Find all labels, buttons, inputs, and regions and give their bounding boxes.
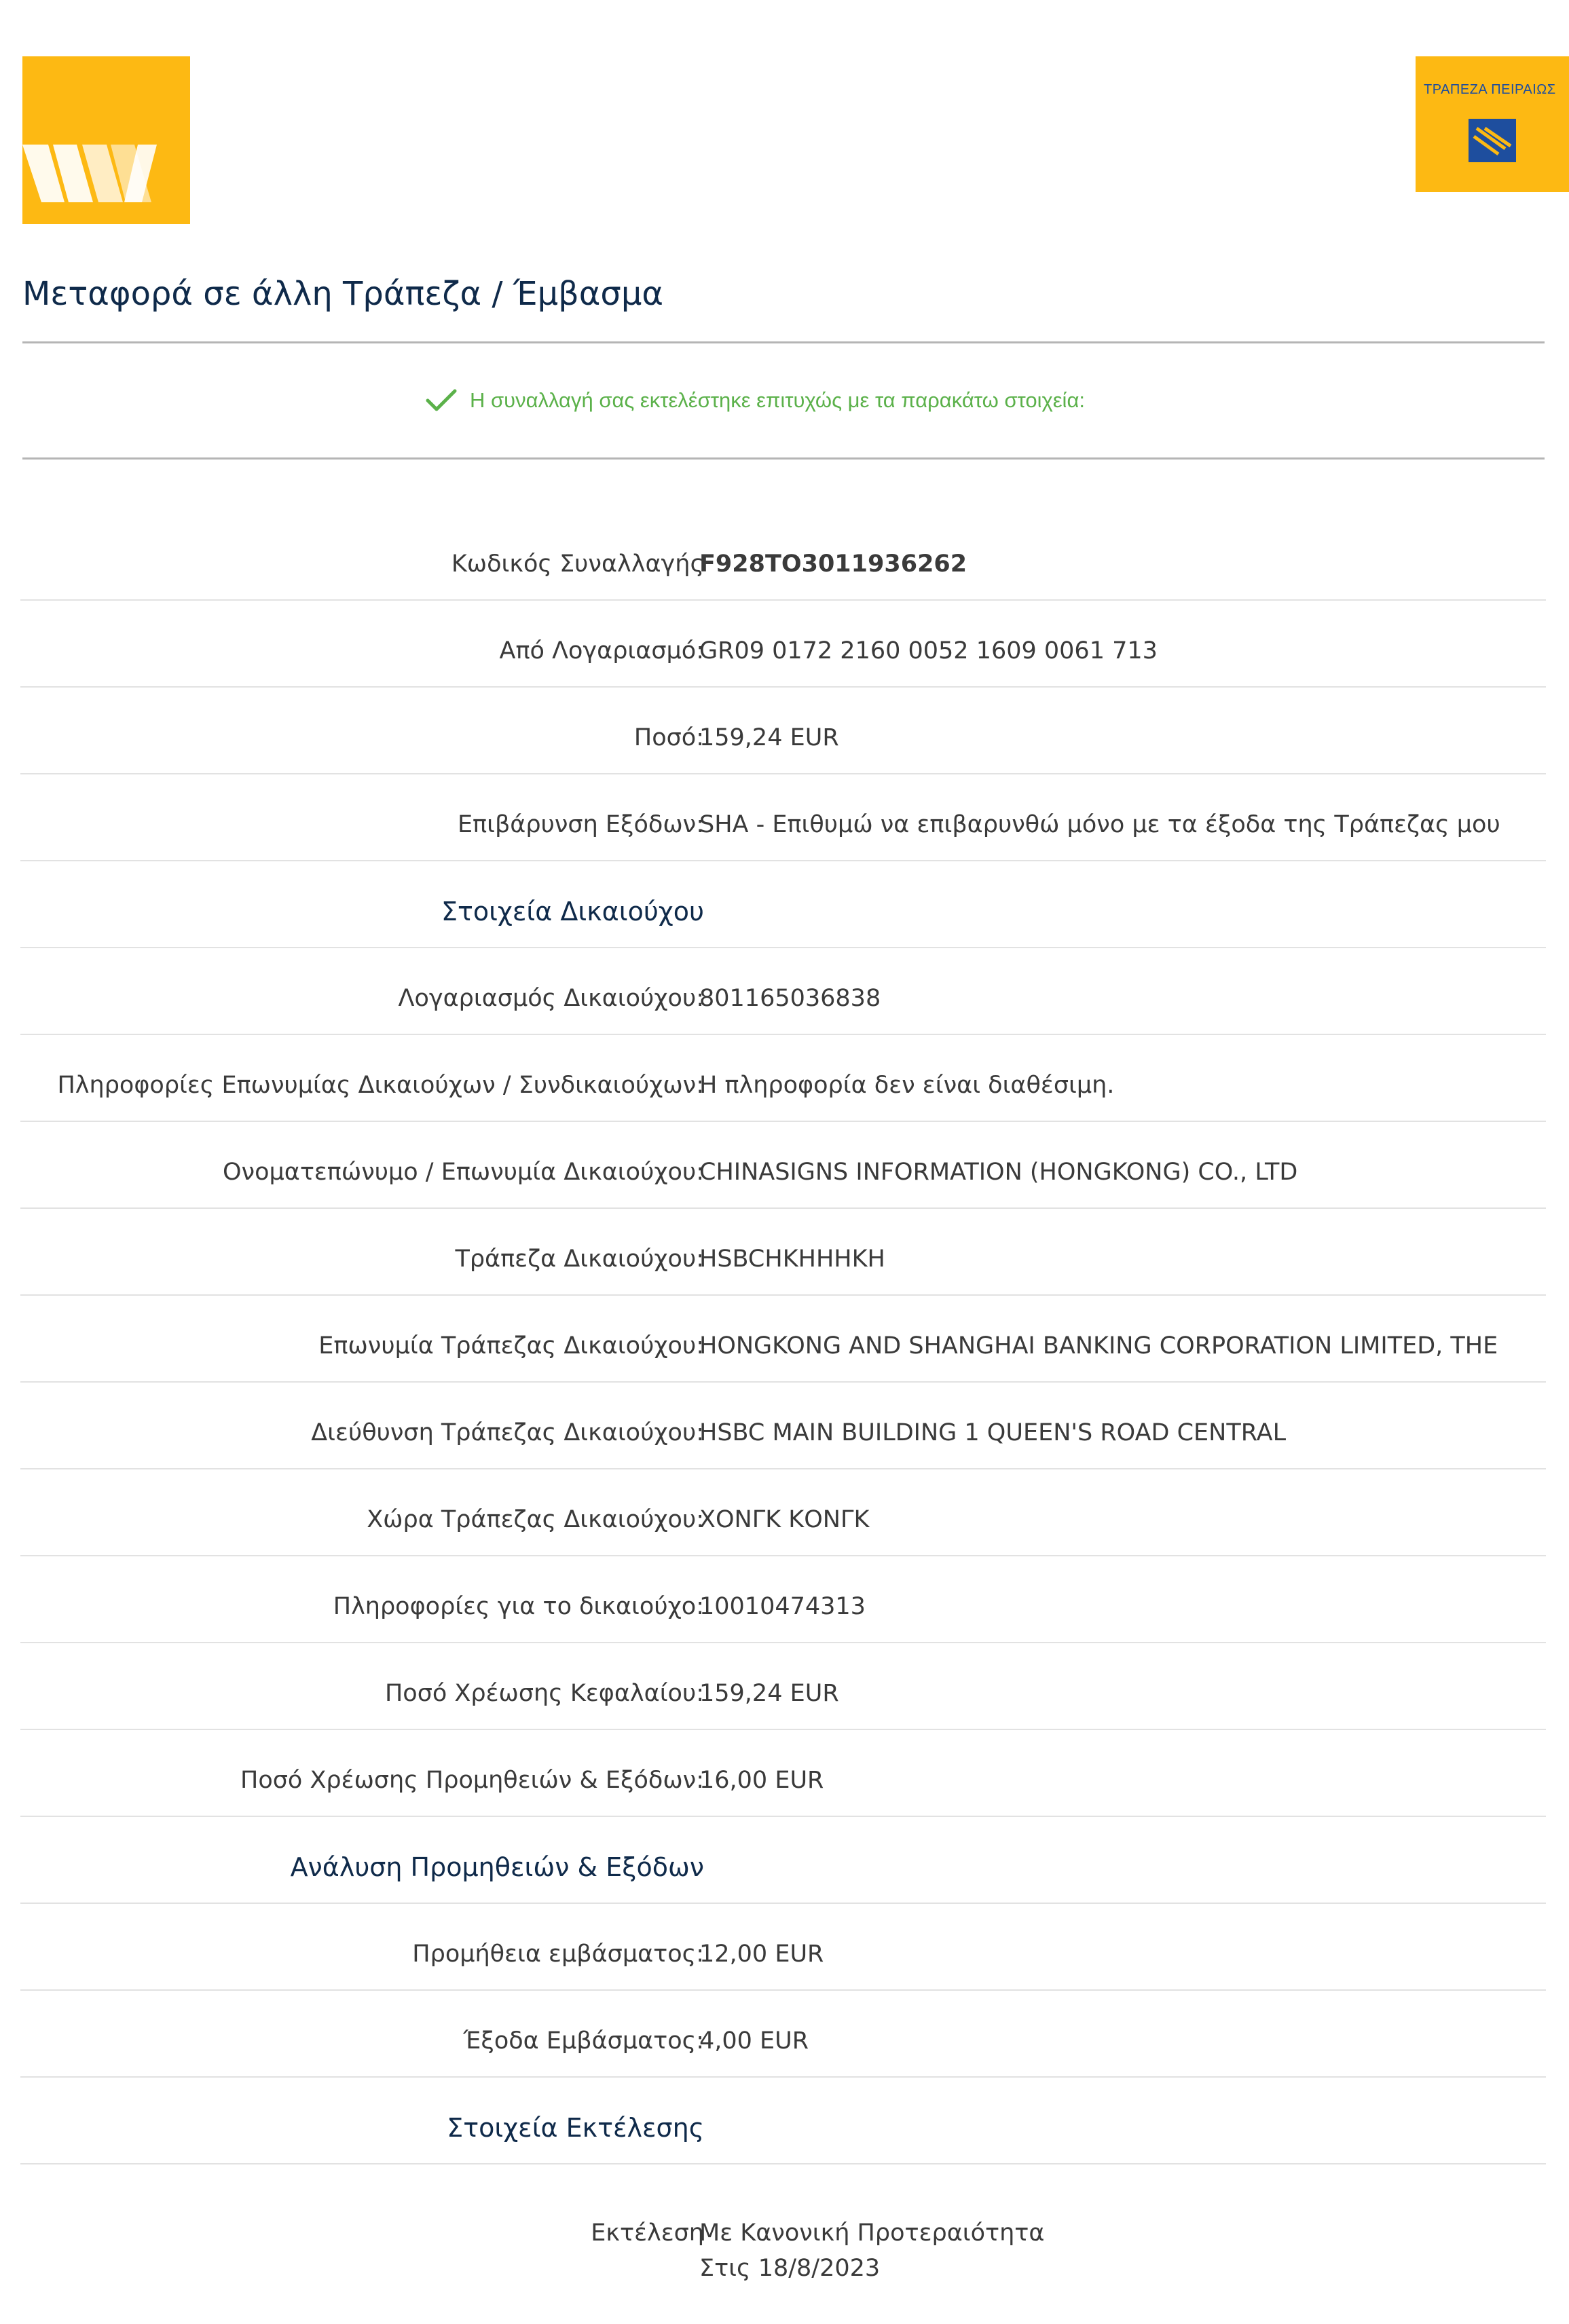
detail-row-beneficiary-name bbox=[20, 1121, 1546, 1209]
detail-row-expenses bbox=[20, 1989, 1546, 2078]
title-divider bbox=[22, 341, 1545, 343]
success-message bbox=[425, 383, 1085, 417]
detail-label: Πληροφορίες Επωνυμίας Δικαιούχων / Συνδικαιούχων: bbox=[57, 1072, 704, 1099]
section-heading-execution: Στοιχεία Εκτέλεσης bbox=[447, 2113, 704, 2143]
beneficiary-account-value: 801165036838 bbox=[699, 985, 881, 1012]
detail-row-from-account bbox=[20, 599, 1546, 688]
detail-row-beneficiary-bank bbox=[20, 1207, 1546, 1296]
detail-row-principal bbox=[20, 1642, 1546, 1730]
transaction-code-value: F928TO3011936262 bbox=[699, 550, 967, 578]
detail-label: Ποσό Χρέωσης Προμηθειών & Εξόδων: bbox=[240, 1767, 704, 1794]
w-logo-icon bbox=[22, 56, 190, 224]
execution-date-value: Στις 18/8/2023 bbox=[699, 2255, 881, 2282]
beneficiary-info-value: 10010474313 bbox=[699, 1593, 866, 1620]
detail-label: Κωδικός Συναλλαγής bbox=[451, 550, 704, 578]
bank-name-value: HONGKONG AND SHANGHAI BANKING CORPORATION LIMITED, THE bbox=[699, 1332, 1498, 1360]
wallet-app-logo bbox=[22, 56, 190, 224]
section-execution bbox=[20, 2076, 1546, 2164]
status-divider bbox=[22, 457, 1545, 460]
detail-row-co-beneficiaries bbox=[20, 1034, 1546, 1122]
piraeus-bank-logo bbox=[1416, 56, 1569, 192]
principal-value: 159,24 EUR bbox=[699, 1680, 839, 1707]
detail-label: Λογαριασμός Δικαιούχου: bbox=[398, 985, 704, 1012]
bank-logo-text: ΤΡΑΠΕΖΑ ΠΕΙΡΑΙΩΣ bbox=[1424, 82, 1556, 97]
detail-row-bank-name bbox=[20, 1294, 1546, 1383]
detail-label: Πληροφορίες για το δικαιούχο: bbox=[333, 1593, 704, 1620]
check-icon bbox=[425, 387, 458, 414]
detail-label: Διεύθυνση Τράπεζας Δικαιούχου: bbox=[311, 1419, 704, 1446]
success-text: Η συναλλαγή σας εκτελέστηκε επιτυχώς με τα παρακάτω στοιχεία: bbox=[470, 388, 1085, 412]
section-heading-fees: Ανάλυση Προμηθειών & Εξόδων bbox=[290, 1852, 704, 1882]
detail-row-fees-total bbox=[20, 1729, 1546, 1817]
detail-row-bank-country bbox=[20, 1468, 1546, 1556]
piraeus-emblem-icon bbox=[1469, 119, 1516, 162]
detail-label: Προμήθεια εμβάσματος: bbox=[412, 1941, 704, 1968]
detail-row-transaction-code bbox=[20, 512, 1546, 601]
section-heading-beneficiary: Στοιχεία Δικαιούχου bbox=[441, 897, 704, 926]
detail-row-bank-address bbox=[20, 1381, 1546, 1469]
detail-row-charges bbox=[20, 773, 1546, 861]
bank-country-value: ΧΟΝΓΚ ΚΟΝΓΚ bbox=[699, 1506, 870, 1533]
co-beneficiaries-value: Η πληροφορία δεν είναι διαθέσιμη. bbox=[699, 1072, 1115, 1099]
detail-row-amount bbox=[20, 686, 1546, 774]
detail-label: Τράπεζα Δικαιούχου: bbox=[455, 1245, 704, 1273]
beneficiary-bank-value: HSBCHKHHHKH bbox=[699, 1245, 885, 1273]
section-fees bbox=[20, 1816, 1546, 1904]
detail-row-execution bbox=[20, 2213, 1546, 2282]
detail-label: Εκτέλεση bbox=[591, 2219, 704, 2247]
detail-label: Έξοδα Εμβάσματος: bbox=[463, 2027, 704, 2055]
detail-label: Χώρα Τράπεζας Δικαιούχου: bbox=[367, 1506, 704, 1533]
detail-label: Ονοματεπώνυμο / Επωνυμία Δικαιούχου: bbox=[222, 1159, 704, 1186]
detail-label: Επιβάρυνση Εξόδων: bbox=[457, 811, 704, 838]
bank-address-value: HSBC MAIN BUILDING 1 QUEEN'S ROAD CENTRAL bbox=[699, 1419, 1287, 1446]
detail-label: Ποσό Χρέωσης Κεφαλαίου: bbox=[384, 1680, 704, 1707]
detail-row-beneficiary-account bbox=[20, 947, 1546, 1035]
amount-value: 159,24 EUR bbox=[699, 724, 839, 751]
page-title: Μεταφορά σε άλλη Τράπεζα / Έμβασμα bbox=[22, 275, 663, 313]
expenses-value: 4,00 EUR bbox=[699, 2027, 809, 2055]
fees-total-value: 16,00 EUR bbox=[699, 1767, 824, 1794]
detail-label: Επωνυμία Τράπεζας Δικαιούχου: bbox=[318, 1332, 704, 1360]
commission-value: 12,00 EUR bbox=[699, 1941, 824, 1968]
beneficiary-name-value: CHINASIGNS INFORMATION (HONGKONG) CO., LTD bbox=[699, 1159, 1298, 1186]
detail-row-beneficiary-info bbox=[20, 1555, 1546, 1643]
detail-row-commission bbox=[20, 1903, 1546, 1991]
detail-label: Ποσό: bbox=[633, 724, 704, 751]
detail-label: Από Λογαριασμό: bbox=[499, 637, 704, 664]
execution-priority-value: Με Κανονική Προτεραιότητα bbox=[699, 2219, 1045, 2247]
from-account-value: GR09 0172 2160 0052 1609 0061 713 bbox=[699, 637, 1158, 664]
charges-value: SHA - Επιθυμώ να επιβαρυνθώ μόνο με τα έξοδα της Τράπεζας μου bbox=[699, 811, 1500, 838]
section-beneficiary bbox=[20, 860, 1546, 948]
